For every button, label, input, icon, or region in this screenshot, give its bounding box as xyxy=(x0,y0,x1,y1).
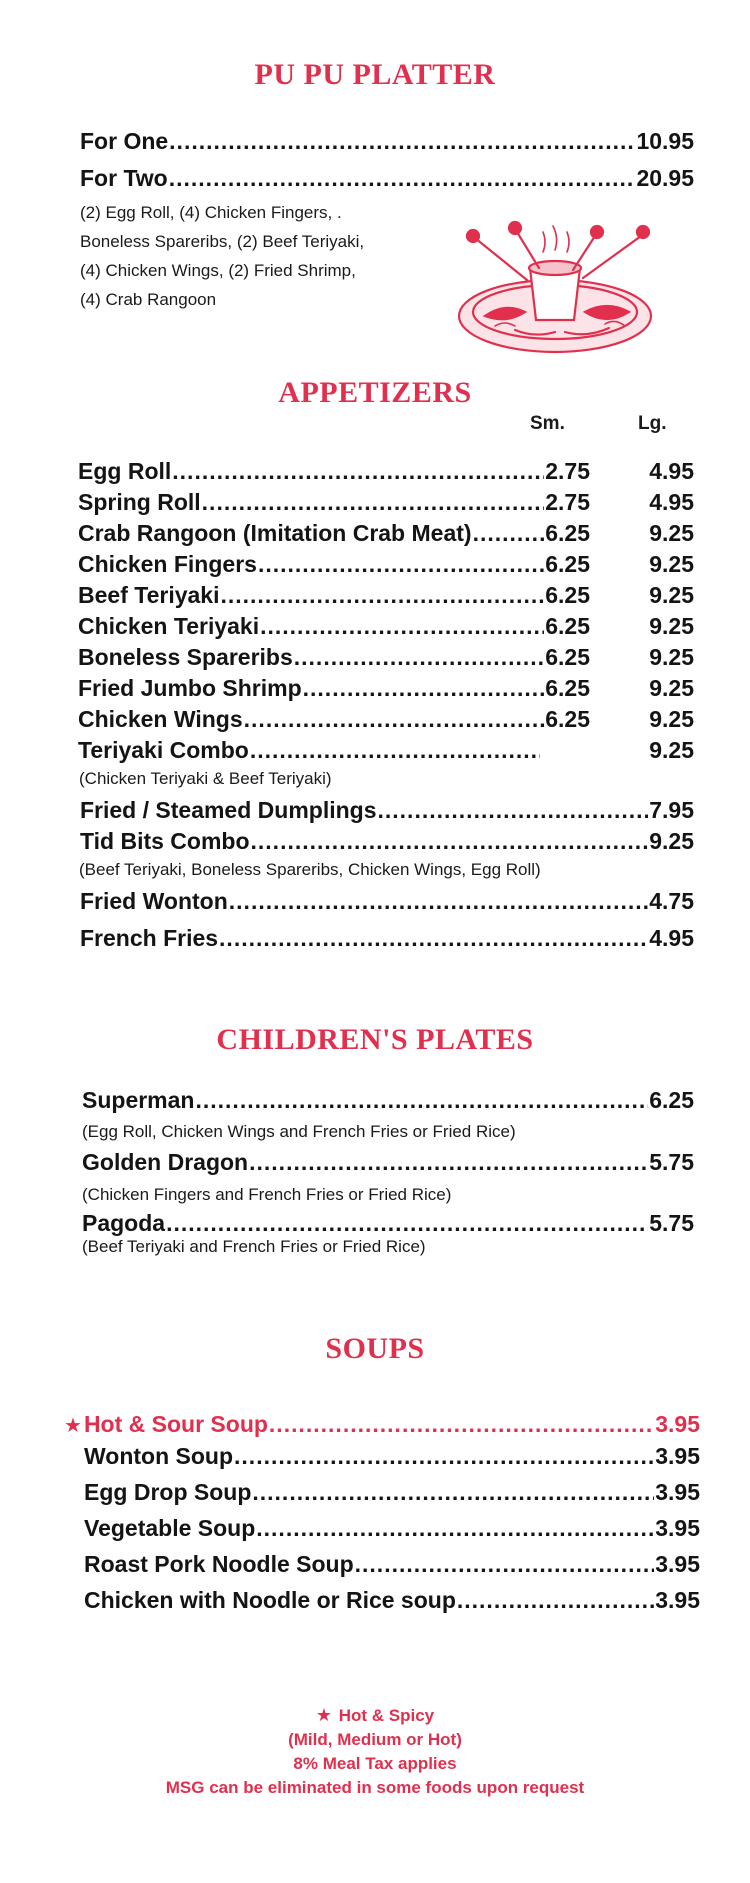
menu-item-superman xyxy=(82,1087,694,1114)
item-price: 10.95 xyxy=(636,128,694,154)
item-name: Chicken Teriyaki xyxy=(78,613,260,639)
superman-description: (Egg Roll, Chicken Wings and French Fries or Fried Rice) xyxy=(82,1122,516,1141)
spice-levels-note: (Mild, Medium or Hot) xyxy=(288,1730,462,1749)
desc-line: (2) Egg Roll, (4) Chicken Fingers, . xyxy=(80,203,342,222)
item-name: Crab Rangoon (Imitation Crab Meat) xyxy=(78,520,472,546)
leader-dots xyxy=(355,1551,655,1578)
item-price-small: 6.25 xyxy=(545,675,590,701)
item-price-large: 9.25 xyxy=(649,613,694,639)
menu-item-appetizer xyxy=(78,489,694,516)
hot-spicy-star-icon: ★ xyxy=(315,1705,332,1725)
item-price: 3.95 xyxy=(655,1411,700,1437)
childrens-plates-title: CHILDREN'S PLATES xyxy=(216,1023,534,1056)
hot-spicy-legend xyxy=(0,1703,750,1728)
leader-dots xyxy=(219,925,648,952)
item-name: Chicken Wings xyxy=(78,706,243,732)
item-price: 4.95 xyxy=(649,925,694,951)
leader-dots xyxy=(378,797,649,824)
menu-item-fries xyxy=(80,925,694,952)
item-name: Fried Jumbo Shrimp xyxy=(78,675,302,701)
tidbits-description: (Beef Teriyaki, Boneless Spareribs, Chicken Wings, Egg Roll) xyxy=(79,860,541,879)
item-price: 3.95 xyxy=(655,1479,700,1505)
leader-dots xyxy=(172,458,544,485)
item-price: 6.25 xyxy=(649,1087,694,1113)
menu-item-wonton xyxy=(80,888,694,915)
leader-dots xyxy=(303,675,545,702)
menu-item-soup xyxy=(84,1551,700,1578)
item-price-large: 9.25 xyxy=(649,675,694,701)
menu-item-appetizer xyxy=(78,613,694,640)
item-name: Spring Roll xyxy=(78,489,201,515)
item-name: Roast Pork Noodle Soup xyxy=(84,1551,354,1577)
item-price-large: 9.25 xyxy=(649,551,694,577)
item-price-small: 6.25 xyxy=(545,520,590,546)
menu-item-dumplings xyxy=(80,797,694,824)
item-price-small: 6.25 xyxy=(545,551,590,577)
leader-dots xyxy=(244,706,545,733)
menu-item-appetizer xyxy=(78,551,694,578)
item-name: Fried Wonton xyxy=(80,888,228,914)
menu-item-appetizer xyxy=(78,644,694,671)
item-price: 5.75 xyxy=(649,1149,694,1175)
pupu-description xyxy=(80,198,364,314)
hot-spicy-star-icon: ★ xyxy=(64,1415,82,1437)
leader-dots xyxy=(229,888,648,915)
item-name: Vegetable Soup xyxy=(84,1515,256,1541)
appetizers-title: APPETIZERS xyxy=(278,376,472,409)
item-name: Superman xyxy=(82,1087,195,1113)
item-name: Beef Teriyaki xyxy=(78,582,220,608)
menu-item-golden-dragon xyxy=(82,1149,694,1176)
leader-dots xyxy=(258,551,544,578)
leader-dots xyxy=(249,1149,648,1176)
item-name: Teriyaki Combo xyxy=(78,737,249,763)
desc-line: (4) Crab Rangoon xyxy=(80,290,217,309)
menu-item-appetizer xyxy=(78,675,694,702)
desc-line: (4) Chicken Wings, (2) Fried Shrimp, xyxy=(80,261,356,280)
menu-item-tidbits xyxy=(80,828,694,855)
item-price: 3.95 xyxy=(655,1515,700,1541)
leader-dots xyxy=(220,582,544,609)
leader-dots xyxy=(202,489,545,516)
golden-dragon-description: (Chicken Fingers and French Fries or Fried Rice) xyxy=(82,1185,452,1204)
item-price: 5.75 xyxy=(649,1210,694,1236)
item-price: 7.95 xyxy=(649,797,694,823)
leader-dots xyxy=(256,1515,654,1542)
item-name: Tid Bits Combo xyxy=(80,828,250,854)
column-header-small: Sm. xyxy=(530,413,565,434)
item-price-large: 9.25 xyxy=(649,706,694,732)
item-name: Golden Dragon xyxy=(82,1149,249,1175)
item-name: Chicken Fingers xyxy=(78,551,257,577)
item-price-large: 9.25 xyxy=(649,644,694,670)
item-name: For Two xyxy=(80,165,168,191)
item-price-small: 2.75 xyxy=(545,458,590,484)
item-name: Hot & Sour Soup xyxy=(83,1411,268,1437)
menu-item-soup xyxy=(84,1515,700,1542)
item-price-large: 9.25 xyxy=(649,737,694,763)
item-price-small: 2.75 xyxy=(545,489,590,515)
leader-dots xyxy=(473,520,545,547)
leader-dots xyxy=(457,1587,654,1614)
item-price-small: 6.25 xyxy=(545,644,590,670)
leader-dots xyxy=(234,1443,654,1470)
item-price: 20.95 xyxy=(636,165,694,191)
menu-item-appetizer xyxy=(78,458,694,485)
item-name: French Fries xyxy=(80,925,219,951)
menu-item-appetizer xyxy=(78,520,694,547)
combo-description: (Chicken Teriyaki & Beef Teriyaki) xyxy=(79,769,332,788)
item-name: Boneless Spareribs xyxy=(78,644,293,670)
item-price-small: 6.25 xyxy=(545,613,590,639)
menu-footer xyxy=(0,1703,750,1800)
column-header-large: Lg. xyxy=(638,413,667,434)
menu-item-appetizer xyxy=(78,706,694,733)
leader-dots xyxy=(195,1087,648,1114)
item-price-large: 4.95 xyxy=(649,489,694,515)
item-price: 4.75 xyxy=(649,888,694,914)
menu-item-pupu-two xyxy=(80,165,694,192)
menu-item-appetizer xyxy=(78,582,694,609)
leader-dots xyxy=(169,128,635,155)
msg-note: MSG can be eliminated in some foods upon request xyxy=(165,1778,585,1797)
leader-dots xyxy=(169,165,636,192)
item-name: Wonton Soup xyxy=(84,1443,234,1469)
item-name: Chicken with Noodle or Rice soup xyxy=(84,1587,456,1613)
item-price-small: 6.25 xyxy=(545,582,590,608)
item-price-large: 9.25 xyxy=(649,520,694,546)
item-price-large: 9.25 xyxy=(649,582,694,608)
menu-item-appetizer xyxy=(78,737,694,764)
item-name: Egg Drop Soup xyxy=(84,1479,252,1505)
meal-tax-note: 8% Meal Tax applies xyxy=(293,1754,457,1773)
leader-dots xyxy=(260,613,544,640)
item-price-small: 6.25 xyxy=(545,706,590,732)
leader-dots xyxy=(250,737,540,764)
item-price: 3.95 xyxy=(655,1551,700,1577)
legend-label: Hot & Spicy xyxy=(338,1706,435,1725)
item-price: 3.95 xyxy=(655,1443,700,1469)
soups-title: SOUPS xyxy=(325,1332,425,1365)
menu-item-soup xyxy=(84,1587,700,1614)
pagoda-description: (Beef Teriyaki and French Fries or Fried Rice) xyxy=(82,1237,426,1256)
leader-dots xyxy=(269,1411,654,1438)
menu-item-soup xyxy=(84,1479,700,1506)
menu-item-pupu-one xyxy=(80,128,694,155)
menu-item-soup xyxy=(84,1443,700,1470)
item-name: Egg Roll xyxy=(78,458,172,484)
pupu-title: PU PU PLATTER xyxy=(254,58,496,91)
leader-dots xyxy=(294,644,544,671)
pupu-platter-illustration xyxy=(455,208,660,358)
item-name: For One xyxy=(80,128,169,154)
item-price: 3.95 xyxy=(655,1587,700,1613)
item-name: Fried / Steamed Dumplings xyxy=(80,797,377,823)
leader-dots xyxy=(251,828,649,855)
desc-line: Boneless Spareribs, (2) Beef Teriyaki, xyxy=(80,232,365,251)
item-price-large: 4.95 xyxy=(649,458,694,484)
item-price: 9.25 xyxy=(649,828,694,854)
item-name: Pagoda xyxy=(82,1210,166,1236)
menu-item-hot-sour-soup xyxy=(64,1411,700,1438)
leader-dots xyxy=(252,1479,654,1506)
